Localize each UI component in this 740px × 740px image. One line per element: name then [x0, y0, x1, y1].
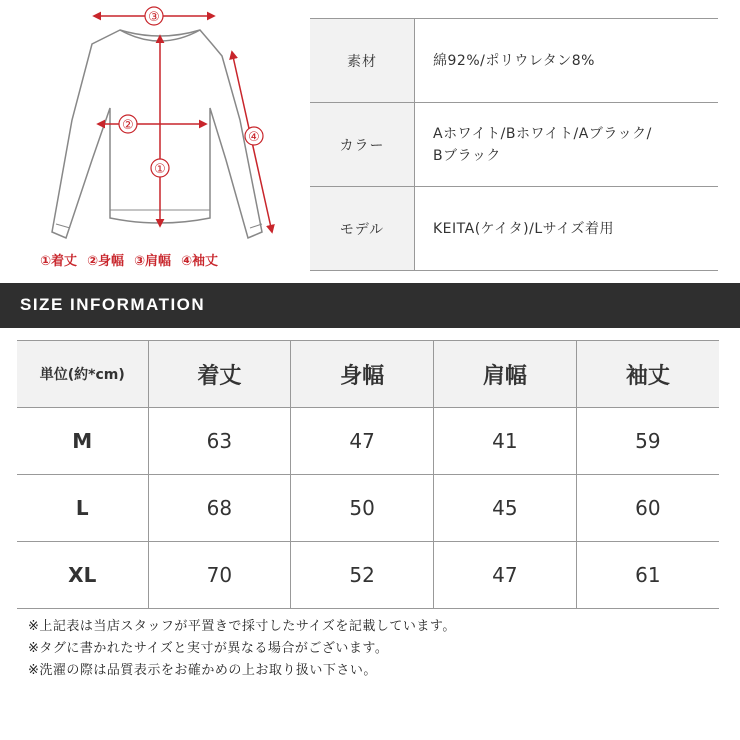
size-header-row: [17, 341, 719, 408]
marker-3: ③: [148, 10, 160, 25]
cell-length: 63: [148, 408, 291, 475]
table-row: [17, 542, 719, 609]
spec-value-model: KEITA(ケイタ)/Lサイズ着用: [415, 187, 719, 271]
marker-1: ①: [154, 162, 166, 177]
header-shoulder: 肩幅: [434, 341, 577, 408]
cell-shoulder: 41: [434, 408, 577, 475]
note-2: ※タグに書かれたサイズと実寸が異なる場合がございます。: [28, 641, 389, 656]
spec-row-color: [310, 103, 718, 187]
cell-sleeve: 60: [576, 475, 719, 542]
cell-sleeve: 61: [576, 542, 719, 609]
marker-2: ②: [122, 118, 134, 133]
shirt-outline: [52, 30, 262, 238]
header-width: 身幅: [291, 341, 434, 408]
table-row: [17, 408, 719, 475]
header-unit: 単位(約*cm): [17, 341, 148, 408]
size-table: [17, 340, 719, 609]
size-label: M: [17, 408, 148, 475]
legend-length: ①着丈: [40, 254, 78, 269]
legend-sleeve: ④袖丈: [181, 254, 219, 269]
spec-value-material: 綿92%/ポリウレタン8%: [415, 19, 719, 103]
cell-shoulder: 47: [434, 542, 577, 609]
sweatshirt-illustration: [0, 0, 290, 280]
cell-sleeve: 59: [576, 408, 719, 475]
size-label: L: [17, 475, 148, 542]
header-length: 着丈: [148, 341, 291, 408]
garment-diagram: [0, 0, 290, 280]
spec-key-color: カラー: [310, 103, 415, 187]
size-label: XL: [17, 542, 148, 609]
header-sleeve: 袖丈: [576, 341, 719, 408]
notes: [28, 616, 456, 682]
cell-length: 68: [148, 475, 291, 542]
spec-value-color: [415, 103, 719, 187]
cell-length: 70: [148, 542, 291, 609]
note-3: ※洗濯の際は品質表示をお確かめの上お取り扱い下さい。: [28, 663, 377, 678]
legend-shoulder: ③肩幅: [134, 254, 172, 269]
cell-shoulder: 45: [434, 475, 577, 542]
cell-width: 52: [291, 542, 434, 609]
spec-row-material: [310, 19, 718, 103]
left-cuff: [56, 224, 70, 228]
spec-table: [310, 18, 718, 271]
cell-width: 50: [291, 475, 434, 542]
spec-key-material: 素材: [310, 19, 415, 103]
marker-4: ④: [248, 130, 260, 145]
table-row: [17, 475, 719, 542]
spec-key-model: モデル: [310, 187, 415, 271]
spec-row-model: [310, 187, 718, 271]
spec-value-color-line1: Aホワイト/Bホワイト/Aブラック/: [433, 125, 652, 142]
measurement-legend: [40, 250, 218, 269]
spec-value-color-line2: Bブラック: [433, 147, 501, 164]
size-info-banner: [0, 283, 740, 328]
banner-title: SIZE INFORMATION: [20, 295, 206, 314]
legend-width: ②身幅: [87, 254, 125, 269]
cell-width: 47: [291, 408, 434, 475]
note-1: ※上記表は当店スタッフが平置きで採寸したサイズを記載しています。: [28, 619, 456, 634]
